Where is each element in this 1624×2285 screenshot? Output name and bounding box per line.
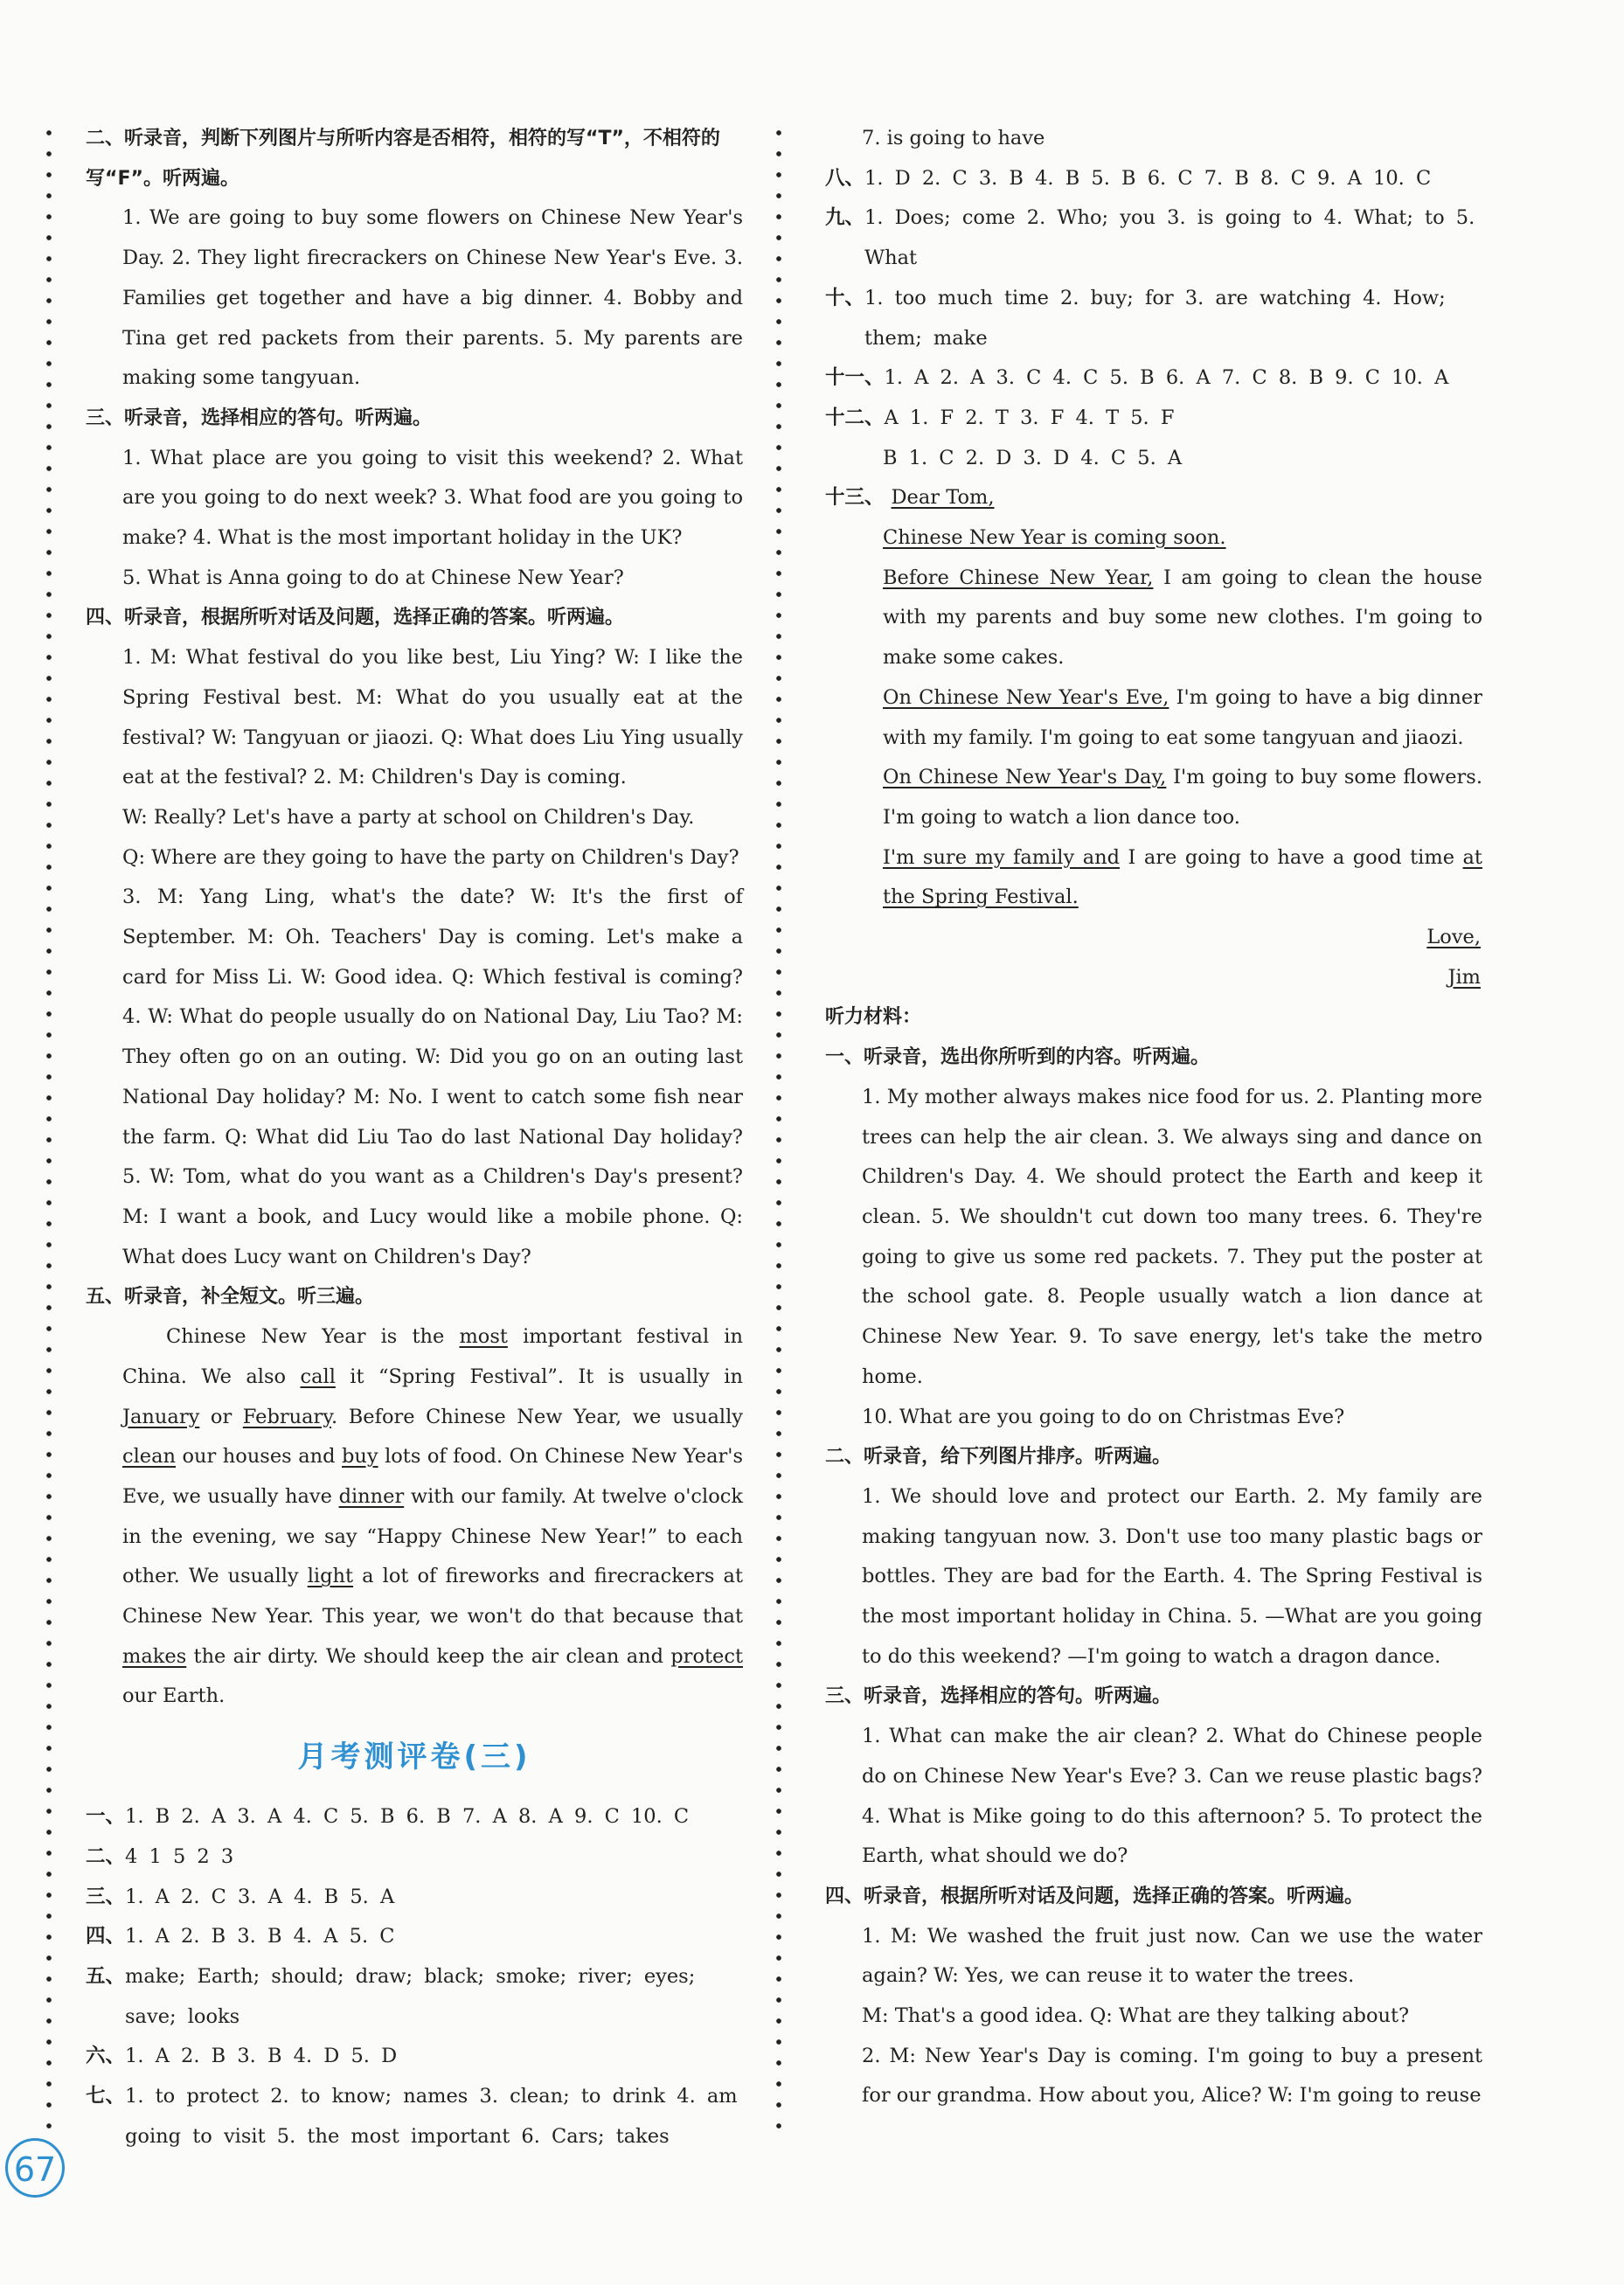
answer-row: 七、 1. to protect 2. to know; names 3. clean; to drink 4. am going to visit 5. the most important 6. Cars; takes <box>86 2085 738 2148</box>
section-heading: 四、听录音，根据所听对话及问题，选择正确的答案。听两遍。 <box>86 607 625 629</box>
blank-answer: February <box>242 1405 332 1428</box>
section-2 <box>86 119 743 399</box>
answer-row: 四、 1. A 2. B 3. B 4. A 5. C <box>86 1925 395 1948</box>
section-heading: 二、听录音，判断下列图片与所听内容是否相符，相符的写“T”，不相符的写“F”。听两遍。 <box>86 128 720 190</box>
answer-row: 三、 1. A 2. C 3. A 4. B 5. A <box>86 1885 395 1908</box>
section-heading: 一、听录音，选出你所听到的内容。听两遍。 <box>825 1046 1211 1069</box>
blank-answer: buy <box>341 1445 378 1469</box>
answer-row: 五、 make; Earth; should; draw; black; smoke; river; eyes; save; looks <box>86 1964 696 2028</box>
center-dotted-divider <box>776 122 781 2136</box>
section-heading: 四、听录音，根据所听对话及问题，选择正确的答案。听两遍。 <box>825 1885 1364 1907</box>
section-text-line: 10. What are you going to do on Christmas Eve? <box>862 1405 1345 1428</box>
section-heading: 三、听录音，选择相应的答句。听两遍。 <box>825 1685 1172 1708</box>
dialogue-line: M: That's a good idea. Q: What are they talking about? <box>862 2004 1410 2028</box>
answer-row: 六、 1. A 2. B 3. B 4. D 5. D <box>86 2045 398 2068</box>
listening-materials-title: 听力材料： <box>825 1006 922 1029</box>
answer-row: 十一、 1. A 2. A 3. C 4. C 5. B 6. A 7. C 8. B 9. C 10. A <box>825 366 1449 390</box>
letter-greeting: Dear Tom, <box>891 486 995 510</box>
answer-row: 十、 1. too much time 2. buy; for 3. are watching 4. How; them; make <box>825 286 1446 350</box>
blank-answer: call <box>300 1365 336 1388</box>
section-text: 1. We should love and protect our Earth. 2. My family are making tangyuan now. 3. Don't use too many plastic bags or bottles. They are bad for the Earth. 4. The Spring Festival is the most important holiday in China. 5. —What are you going to do this weekend? —I'm going to watch a dragon dance. <box>862 1484 1482 1668</box>
dialogue-line: Q: Where are they going to have the party on Children's Day? <box>122 845 739 869</box>
letter-paragraph: On Chinese New Year's Eve, I'm going to have a big dinner with my family. I'm going to eat some tangyuan and jiaozi. <box>883 685 1482 749</box>
section-text: 1. We are going to buy some flowers on Chinese New Year's Day. 2. They light firecrackers on Chinese New Year's Eve. 3. Families get together and have a big dinner. 4. Bobby and Tina get red packets from their parents. 5. My parents are making some tangyuan. <box>122 206 743 390</box>
section-3 <box>86 399 743 599</box>
letter-signature: Jim <box>1447 965 1481 989</box>
answer-key <box>86 1797 743 2157</box>
letter-greeting-row: 十三、 Dear Tom, <box>825 478 1482 518</box>
section-5 <box>86 1277 743 1717</box>
section-text: 1. My mother always makes nice food for us. 2. Planting more trees can help the air clean. 3. We always sing and dance on Children's Day. 4. We should protect the Earth and keep it clean. 5. We shouldn't cut down too many trees. 6. They're going to give us some red packets. 7. They put the poster at the school gate. 8. People usually watch a lion dance at Chinese New Year. 9. To save energy, let's take the metro home. <box>862 1085 1482 1388</box>
blank-answer: most <box>459 1325 508 1349</box>
section-heading: 三、听录音，选择相应的答句。听两遍。 <box>86 406 433 429</box>
answer-row: 一、 1. B 2. A 3. A 4. C 5. B 6. B 7. A 8. A 9. C 10. C <box>86 1805 690 1829</box>
answer-row: 十二、 A 1. F 2. T 3. F 4. T 5. F <box>825 406 1175 429</box>
left-dotted-margin <box>46 122 52 2136</box>
cloze-passage: Chinese New Year is the most important festival in China. We also call it “Spring Festival”. It is usually in January or February. Before Chinese New Year, we usually clean our houses and buy lots of food. On Chinese New Year's Eve, we usually have dinner with our family. At twelve o'clock in the evening, we say “Happy Chinese New Year!” to each other. We usually light a lot of fireworks and firecrackers at Chinese New Year. This year, we won't do that because that makes the air dirty. We should keep the air clean and protect our Earth. <box>122 1325 743 1708</box>
material-2 <box>825 1437 1482 1677</box>
section-title: 月考测评卷(三) <box>297 1740 531 1775</box>
blank-answer: clean <box>122 1445 177 1469</box>
section-heading: 二、听录音，给下列图片排序。听两遍。 <box>825 1446 1172 1469</box>
blank-answer: January <box>122 1405 200 1428</box>
blank-answer: makes <box>122 1644 187 1668</box>
letter-paragraph: I'm sure my family and I are going to have a good time at the Spring Festival. <box>883 845 1482 909</box>
material-3 <box>825 1677 1482 1877</box>
right-column <box>825 119 1482 2116</box>
section-text: 1. What can make the air clean? 2. What do Chinese people do on Chinese New Year's Eve? 3. Can we reuse plastic bags? 4. What is Mike going to do this afternoon? 5. To protect the Earth, what should we do? <box>862 1725 1482 1868</box>
letter-paragraph: Before Chinese New Year, I am going to clean the house with my parents and buy some new clothes. I'm going to make some cakes. <box>883 566 1482 670</box>
section-4 <box>86 598 743 1277</box>
material-1 <box>825 1038 1482 1437</box>
answer-row: 八、 1. D 2. C 3. B 4. B 5. B 6. C 7. B 8. C 9. A 10. C <box>825 166 1432 190</box>
section-heading: 五、听录音，补全短文。听三遍。 <box>86 1286 375 1309</box>
dialogue-text: 1. M: We washed the fruit just now. Can we use the water again? W: Yes, we can reuse it to water the trees. <box>862 1924 1482 1988</box>
left-column <box>86 119 743 2157</box>
answer-row-b: B 1. C 2. D 3. D 4. C 5. A <box>883 446 1183 469</box>
blank-answer: protect <box>670 1644 743 1668</box>
page-number: 67 <box>5 2138 65 2198</box>
material-4 <box>825 1877 1482 2116</box>
dialogue-text: 2. M: New Year's Day is coming. I'm going to buy a present for our grandma. How about you, Alice? W: I'm going to reuse <box>862 2044 1482 2108</box>
section-text-line: 5. What is Anna going to do at Chinese New Year? <box>122 566 624 589</box>
answer-continuation: 7. is going to have <box>862 127 1045 149</box>
dialogue-text: 3. M: Yang Ling, what's the date? W: It's the first of September. M: Oh. Teachers' Day is coming. Let's make a card for Miss Li. W: Good idea. Q: Which festival is coming? 4. W: What do people usually do on National Day, Liu Tao? M: They often go on an outing. W: Did you go on an outing last National Day holiday? M: No. I went to catch some fish near the farm. Q: What did Liu Tao do last National Day holiday? 5. W: Tom, what do you want as a Children's Day's present? M: I want a book, and Lucy would like a mobile phone. Q: What does Lucy want on Children's Day? <box>122 886 743 1268</box>
blank-answer: light <box>307 1565 354 1588</box>
letter-paragraph: On Chinese New Year's Day, I'm going to buy some flowers. I'm going to watch a lion dance too. <box>883 766 1482 829</box>
blank-answer: dinner <box>338 1484 405 1508</box>
dialogue-line: W: Really? Let's have a party at school on Children's Day. <box>122 805 695 829</box>
writing-answer <box>825 478 1482 997</box>
letter-line: Chinese New Year is coming soon. <box>883 526 1226 550</box>
answer-row: 二、 4 1 5 2 3 <box>86 1844 234 1868</box>
dialogue-text: 1. M: What festival do you like best, Liu Ying? W: I like the Spring Festival best. M: What do you usually eat at the festival? W: Tangyuan or jiaozi. Q: What does Liu Ying usually eat at the festival? 2. M: Children's Day is coming. <box>122 646 743 789</box>
answer-key <box>825 159 1482 479</box>
answer-row: 九、 1. Does; come 2. Who; you 3. is going to 4. What; to 5. What <box>825 206 1475 270</box>
section-text: 1. What place are you going to visit this weekend? 2. What are you going to do next week? 3. What food are you going to make? 4. What is the most important holiday in the UK? <box>122 446 743 550</box>
letter-closing: Love, <box>1426 926 1481 949</box>
